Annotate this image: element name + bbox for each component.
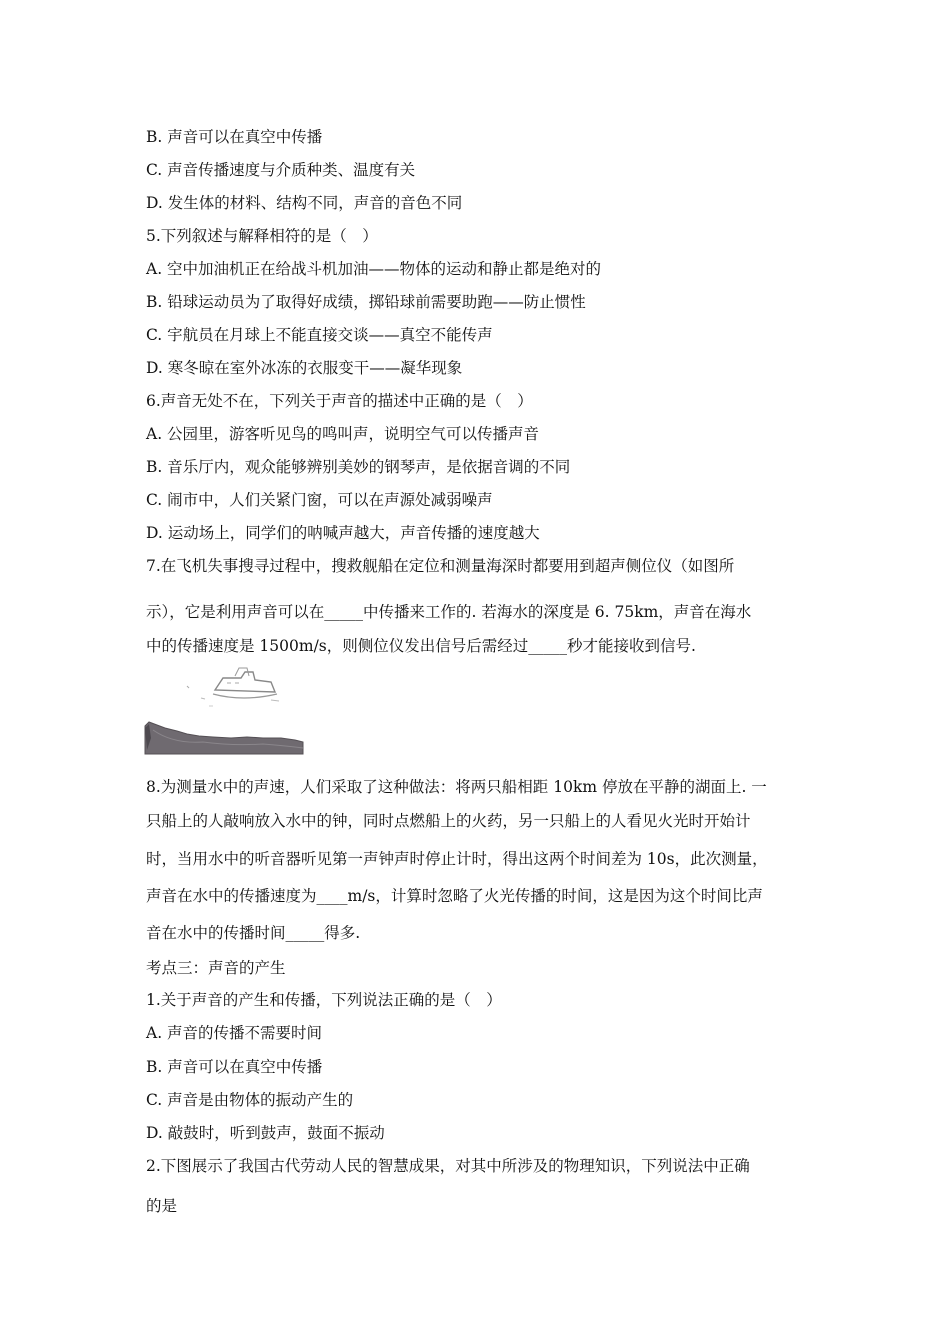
q8-stem-line-1: 8.为测量水中的声速，人们采取了这种做法：将两只船相距 10km 停放在平静的湖面上. 一 — [146, 778, 767, 796]
q7-stem-line-1: 7.在飞机失事搜寻过程中，搜救舰船在定位和测量海深时都要用到超声侧位仪（如图所 — [146, 557, 735, 575]
q5-option-c: C. 宇航员在月球上不能直接交谈——真空不能传声 — [146, 326, 493, 344]
q8-stem-line-4: 声音在水中的传播速度为____m/s，计算时忽略了火光传播的时间，这是因为这个时间比声 — [146, 887, 763, 905]
q7-stem-line-3: 中的传播速度是 1500m/s，则侧位仪发出信号后需经过_____秒才能接收到信号. — [146, 637, 696, 655]
q8-stem-line-2: 只船上的人敲响放入水中的钟，同时点燃船上的火药，另一只船上的人看见火光时开始计 — [146, 812, 751, 830]
s3-q1-stem: 1.关于声音的产生和传播，下列说法正确的是（ ） — [146, 991, 502, 1009]
q6-option-a: A. 公园里，游客听见鸟的鸣叫声，说明空气可以传播声音 — [146, 425, 540, 443]
q6-option-d: D. 运动场上，同学们的呐喊声越大，声音传播的速度越大 — [146, 524, 540, 542]
sonar-ship-figure — [143, 658, 305, 756]
q4-option-d: D. 发生体的材料、结构不同，声音的音色不同 — [146, 194, 463, 212]
q6-option-c: C. 闹市中，人们关紧门窗，可以在声源处减弱噪声 — [146, 491, 493, 509]
s3-q1-option-b: B. 声音可以在真空中传播 — [146, 1058, 323, 1076]
q5-option-d: D. 寒冬晾在室外冰冻的衣服变干——凝华现象 — [146, 359, 463, 377]
section-heading: 考点三：声音的产生 — [146, 959, 286, 977]
s3-q2-stem-line-1: 2.下图展示了我国古代劳动人民的智慧成果，对其中所涉及的物理知识，下列说法中正确 — [146, 1157, 750, 1175]
s3-q1-option-a: A. 声音的传播不需要时间 — [146, 1024, 323, 1042]
q6-stem: 6.声音无处不在，下列关于声音的描述中正确的是（ ） — [146, 392, 533, 410]
q5-option-a: A. 空中加油机正在给战斗机加油——物体的运动和静止都是绝对的 — [146, 260, 602, 278]
s3-q2-stem-line-2: 的是 — [146, 1197, 178, 1215]
q7-stem-line-2: 示），它是利用声音可以在_____中传播来工作的. 若海水的深度是 6. 75km，声音在海水 — [146, 603, 752, 621]
q5-option-b: B. 铅球运动员为了取得好成绩，掷铅球前需要助跑——防止惯性 — [146, 293, 586, 311]
q6-option-b: B. 音乐厅内，观众能够辨别美妙的钢琴声，是依据音调的不同 — [146, 458, 571, 476]
q8-stem-line-3: 时，当用水中的听音器听见第一声钟声时停止计时，得出这两个时间差为 10s，此次测量， — [146, 850, 768, 868]
q5-stem: 5.下列叙述与解释相符的是（ ） — [146, 227, 378, 245]
q4-option-b: B. 声音可以在真空中传播 — [146, 128, 323, 146]
s3-q1-option-d: D. 敲鼓时，听到鼓声，鼓面不振动 — [146, 1124, 385, 1142]
q4-option-c: C. 声音传播速度与介质种类、温度有关 — [146, 161, 416, 179]
q8-stem-line-5: 音在水中的传播时间_____得多. — [146, 924, 361, 942]
s3-q1-option-c: C. 声音是由物体的振动产生的 — [146, 1091, 354, 1109]
